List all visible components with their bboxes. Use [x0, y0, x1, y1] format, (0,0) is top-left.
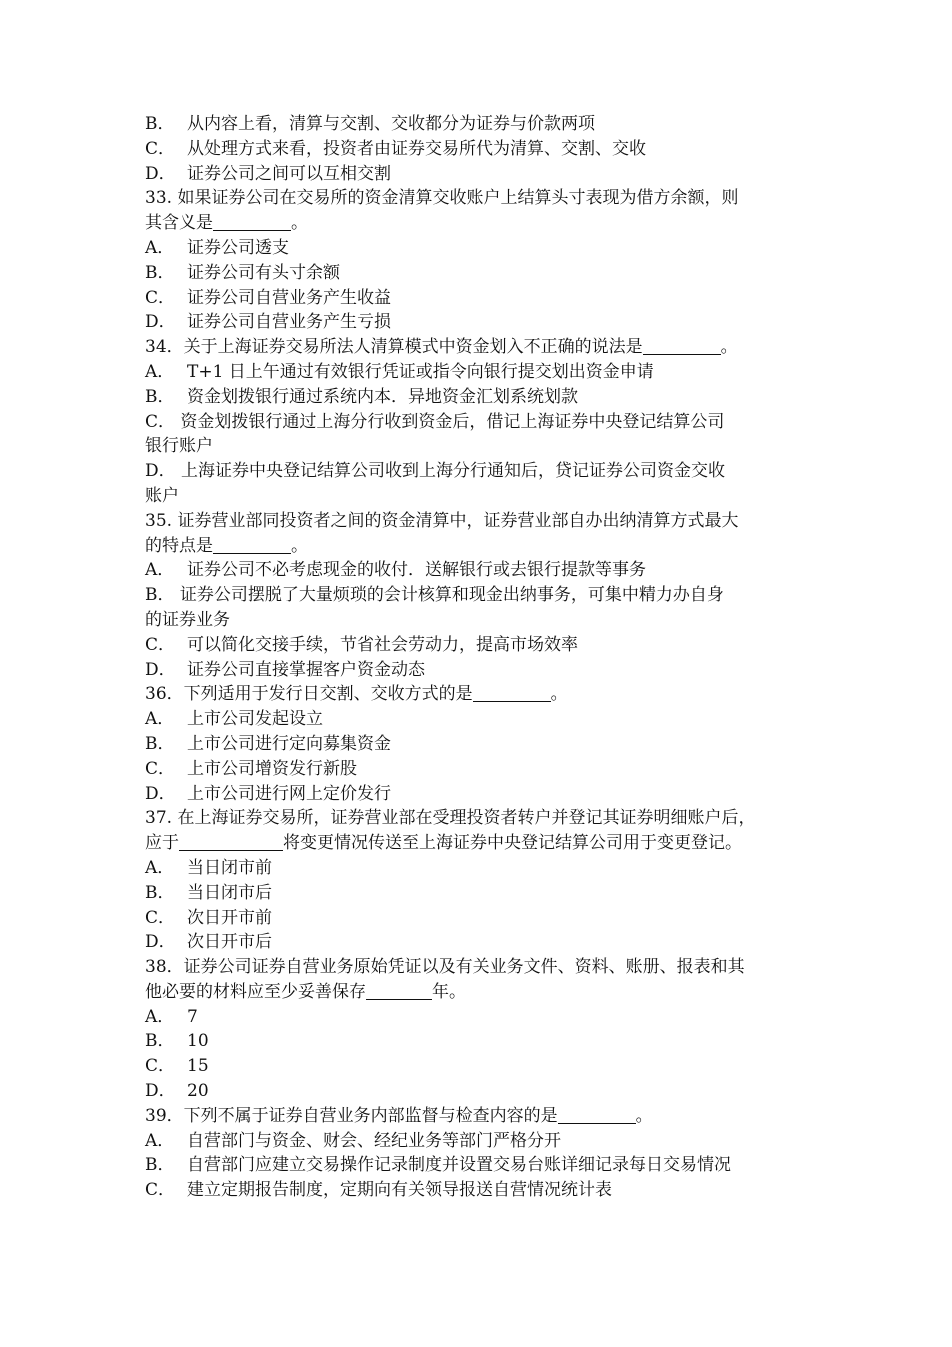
question-38-stem: 38．证券公司证券自营业务原始凭证以及有关业务文件、资料、账册、报表和其	[145, 957, 745, 978]
question-38-stem-cont	[145, 980, 810, 1005]
stem-text: 其含义是	[145, 213, 213, 234]
option-b	[145, 112, 810, 137]
option-label: A．	[145, 560, 175, 581]
question-36-option-b	[145, 732, 810, 757]
option-text: 次日开市前	[187, 907, 272, 928]
stem-text: 他必要的材料应至少妥善保存	[145, 981, 366, 1002]
answer-blank	[643, 337, 721, 355]
option-text: 证券公司有头寸余额	[187, 262, 340, 283]
stem-text: 应于	[145, 833, 179, 854]
option-label: A．	[145, 1006, 175, 1027]
option-text: 7	[187, 1006, 198, 1027]
answer-blank	[213, 213, 291, 231]
stem-text: 。	[550, 684, 568, 705]
option-text: 证券公司自营业务产生亏损	[187, 312, 391, 333]
question-34-option-c-cont: 银行账户	[145, 436, 213, 457]
question-38-option-b	[145, 1029, 810, 1054]
question-36-option-a	[145, 707, 810, 732]
question-39-option-b	[145, 1153, 810, 1178]
question-39-option-a	[145, 1129, 810, 1154]
option-label: A．	[145, 709, 175, 730]
option-text: 上市公司增资发行新股	[187, 758, 357, 779]
stem-text: 。	[720, 337, 738, 358]
question-35-option-b-cont: 的证券业务	[145, 609, 230, 630]
question-34-option-d: D． 上海证券中央登记结算公司收到上海分行通知后，贷记证券公司资金交收	[145, 461, 726, 482]
option-label: C．	[145, 634, 176, 655]
option-label: D．	[145, 659, 176, 680]
stem-text: 36．下列适用于发行日交割、交收方式的是	[145, 684, 473, 705]
question-35-option-c	[145, 633, 810, 658]
question-37-stem: 37. 在上海证券交易所，证券营业部在受理投资者转户并登记其证券明细账户后，	[145, 808, 756, 829]
option-d	[145, 162, 810, 187]
question-35-option-b: B． 证券公司摆脱了大量烦琐的会计核算和现金出纳事务，可集中精力办自身	[145, 585, 724, 606]
question-38-option-d	[145, 1079, 810, 1104]
question-33-stem-cont	[145, 211, 810, 236]
option-label: B．	[145, 882, 175, 903]
stem-text: 的特点是	[145, 535, 213, 556]
question-34-option-d-cont: 账户	[145, 485, 179, 506]
stem-text: 。	[291, 213, 308, 234]
option-text: 当日闭市前	[187, 857, 272, 878]
answer-blank	[213, 536, 291, 554]
answer-blank	[179, 833, 283, 851]
option-text: 资金划拨银行通过系统内本．异地资金汇划系统划款	[187, 386, 578, 407]
option-label: D．	[145, 312, 176, 333]
option-label: B．	[145, 386, 175, 407]
question-39-stem	[145, 1104, 810, 1129]
option-label: D．	[145, 932, 176, 953]
option-label: A．	[145, 857, 175, 878]
option-label: C．	[145, 287, 176, 308]
option-label: B．	[145, 733, 175, 754]
option-text: 建立定期报告制度，定期向有关领导报送自营情况统计表	[187, 1180, 612, 1201]
question-37-stem-cont	[145, 831, 810, 856]
option-text: 10	[187, 1031, 209, 1052]
option-text: T+1 日上午通过有效银行凭证或指令向银行提交划出资金申请	[187, 361, 654, 382]
answer-blank	[366, 982, 432, 1000]
stem-text: 年。	[432, 981, 466, 1002]
option-text: 证券公司不必考虑现金的收付．送解银行或去银行提款等事务	[187, 560, 646, 581]
question-38-option-a	[145, 1005, 810, 1030]
option-text: 当日闭市后	[187, 882, 272, 903]
option-label: B．	[145, 114, 175, 134]
option-text: 20	[187, 1081, 209, 1102]
question-33-option-a	[145, 236, 810, 261]
option-text: 证券公司直接掌握客户资金动态	[187, 659, 425, 680]
option-label: C．	[145, 758, 176, 779]
question-33-option-d	[145, 310, 810, 335]
option-label: D．	[145, 1081, 176, 1102]
option-text: 证券公司之间可以互相交割	[187, 163, 391, 184]
option-text: 自营部门应建立交易操作记录制度并设置交易台账详细记录每日交易情况	[187, 1155, 731, 1176]
option-label: A．	[145, 361, 175, 382]
question-39-option-c	[145, 1178, 810, 1203]
question-37-option-d	[145, 930, 810, 955]
option-label: C．	[145, 1056, 176, 1077]
question-35-option-a	[145, 558, 810, 583]
option-label: D．	[145, 783, 176, 804]
question-34-option-c: C． 资金划拨银行通过上海分行收到资金后，借记上海证券中央登记结算公司	[145, 411, 725, 432]
answer-blank	[558, 1106, 636, 1124]
option-text: 证券公司透支	[187, 237, 289, 258]
option-text: 上市公司进行定向募集资金	[187, 733, 391, 754]
question-36-option-c	[145, 757, 810, 782]
option-text: 从内容上看，清算与交割、交收都分为证券与价款两项	[187, 114, 595, 134]
option-label: A．	[145, 1130, 175, 1151]
question-36-stem	[145, 682, 810, 707]
question-33-stem: 33. 如果证券公司在交易所的资金清算交收账户上结算头寸表现为借方余额，则	[145, 188, 739, 209]
question-37-option-a	[145, 856, 810, 881]
stem-text: 。	[291, 535, 308, 556]
option-label: B．	[145, 1155, 175, 1176]
option-text: 15	[187, 1056, 209, 1077]
stem-text: 将变更情况传送至上海证券中央登记结算公司用于变更登记。	[283, 833, 742, 854]
option-text: 证券公司自营业务产生收益	[187, 287, 391, 308]
question-35-stem: 35. 证券营业部同投资者之间的资金清算中，证券营业部自办出纳清算方式最大	[145, 510, 739, 531]
question-33-option-c	[145, 286, 810, 311]
stem-text: 。	[635, 1105, 653, 1126]
option-label: D．	[145, 163, 176, 184]
question-35-option-d	[145, 658, 810, 683]
option-text: 可以简化交接手续，节省社会劳动力，提高市场效率	[187, 634, 578, 655]
option-label: C．	[145, 1180, 176, 1201]
question-38-option-c	[145, 1054, 810, 1079]
question-34-stem	[145, 335, 810, 360]
option-label: B．	[145, 1031, 175, 1052]
question-33-option-b	[145, 261, 810, 286]
question-34-option-b	[145, 385, 810, 410]
option-c	[145, 137, 810, 162]
question-37-option-c	[145, 906, 810, 931]
question-37-option-b	[145, 881, 810, 906]
option-text: 自营部门与资金、财会、经纪业务等部门严格分开	[187, 1130, 561, 1151]
option-text: 从处理方式来看，投资者由证券交易所代为清算、交割、交收	[187, 138, 646, 159]
option-label: B．	[145, 262, 175, 283]
option-text: 次日开市后	[187, 932, 272, 953]
question-36-option-d	[145, 782, 810, 807]
option-text: 上市公司进行网上定价发行	[187, 783, 391, 804]
option-label: A．	[145, 237, 175, 258]
exam-page	[145, 112, 810, 1203]
answer-blank	[473, 684, 551, 702]
question-35-stem-cont	[145, 534, 810, 559]
stem-text: 39．下列不属于证券自营业务内部监督与检查内容的是	[145, 1105, 558, 1126]
stem-text: 34．关于上海证券交易所法人清算模式中资金划入不正确的说法是	[145, 337, 643, 358]
question-34-option-a	[145, 360, 810, 385]
option-label: C．	[145, 907, 176, 928]
option-label: C．	[145, 138, 176, 159]
option-text: 上市公司发起设立	[187, 709, 323, 730]
